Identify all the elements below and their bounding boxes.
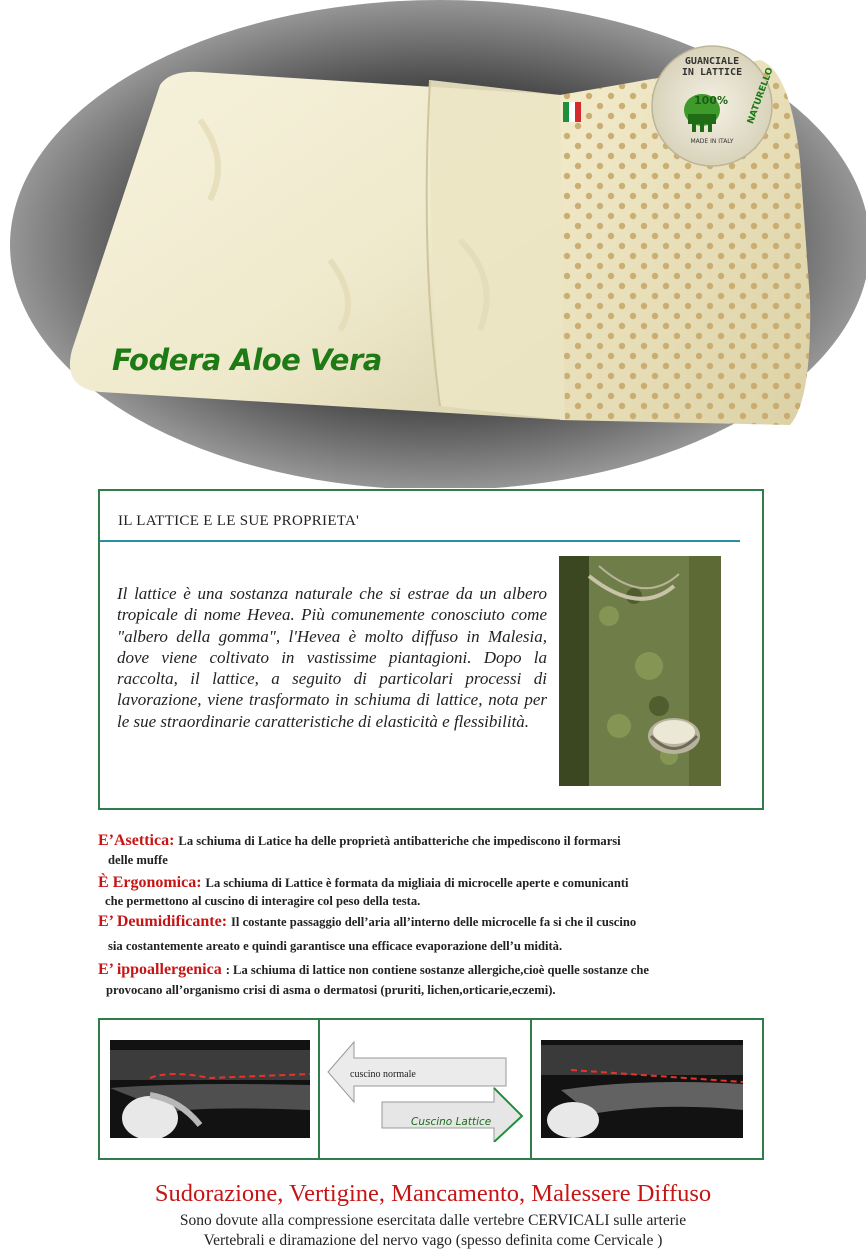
- certification-tag: [650, 44, 774, 168]
- property-name: E’ Deumidificante:: [98, 913, 228, 930]
- property-item: [98, 874, 778, 892]
- property-text: La schiuma di Latice ha delle proprietà antibatteriche che impediscono il formarsi: [178, 834, 621, 848]
- property-text-cont: delle muffe: [108, 853, 168, 867]
- pillow-photo: [0, 0, 866, 488]
- property-text-cont: provocano all’organismo crisi di asma o dermatosi (pruriti, lichen,orticarie,eczemi).: [106, 983, 556, 997]
- xray-latex-pillow: [541, 1040, 743, 1143]
- footer-line-1: Sono dovute alla compressione esercitata dalle vertebre CERVICALI sulle arterie: [179, 1212, 687, 1229]
- divider: [318, 1020, 320, 1158]
- property-item: [98, 913, 778, 931]
- tag-made-in: MADE IN ITALY: [690, 138, 734, 145]
- tag-brand: NATURELLO: [746, 66, 776, 126]
- property-text-cont: che permettono al cuscino di interagire col peso della testa.: [105, 894, 421, 908]
- footer-body: [0, 1211, 866, 1251]
- footer-line-2: Vertebrali e diramazione del nervo vago (spesso definita come Cervicale ): [203, 1232, 663, 1249]
- rubber-tree-photo: [559, 556, 721, 786]
- cover-caption: Fodera Aloe Vera: [112, 343, 382, 377]
- latex-pillow-label: Cuscino Lattice: [411, 1116, 492, 1128]
- property-name: E’Asettica:: [98, 832, 175, 849]
- arrows-graphic: [324, 1038, 526, 1147]
- property-name: È Ergonomica:: [98, 874, 202, 891]
- pillow-comparison: [98, 1018, 764, 1160]
- property-text: : La schiuma di lattice non contiene sostanze allergiche,cioè quelle sostanze che: [225, 963, 649, 977]
- property-text: Il costante passaggio dell’aria all’interno delle microcelle fa si che il cuscino: [231, 915, 637, 929]
- footer-title: Sudorazione, Vertigine, Mancamento, Malessere Diffuso: [154, 1180, 712, 1207]
- property-text-cont: sia costantemente areato e quindi garantisce una efficace evaporazione dell’u midità.: [108, 939, 563, 953]
- tag-line-1: GUANCIALE: [684, 56, 740, 67]
- property-name: E’ ippoallergenica: [98, 961, 222, 978]
- tag-percent: 100%: [694, 94, 728, 107]
- divider: [530, 1020, 532, 1158]
- latex-box-title: IL LATTICE E LE SUE PROPRIETA': [118, 513, 360, 529]
- property-item: [98, 961, 778, 979]
- property-item: [98, 832, 778, 850]
- property-text: La schiuma di Lattice è formata da migliaia di microcelle aperte e comunicanti: [205, 876, 629, 890]
- xray-normal-pillow: [110, 1040, 310, 1143]
- title-rule: [100, 540, 740, 542]
- tag-line-2: IN LATTICE: [681, 67, 743, 78]
- normal-pillow-label: cuscino normale: [350, 1069, 416, 1080]
- latex-description: Il lattice è una sostanza naturale che si estrae da un albero tropicale di nome Hevea. Più comunemente conosciuto come "albero della gomma", l'Hevea è molto diffuso in Malesia, dove viene coltivato in vastissime piantagioni. Dopo la raccolta, il lattice, a seguito di particolari processi di lavorazione, viene trasformato in schiuma di lattice, nota per le sue straordinarie caratteristiche di elasticità e flessibilità.: [117, 584, 547, 731]
- latex-info-box: [98, 489, 764, 810]
